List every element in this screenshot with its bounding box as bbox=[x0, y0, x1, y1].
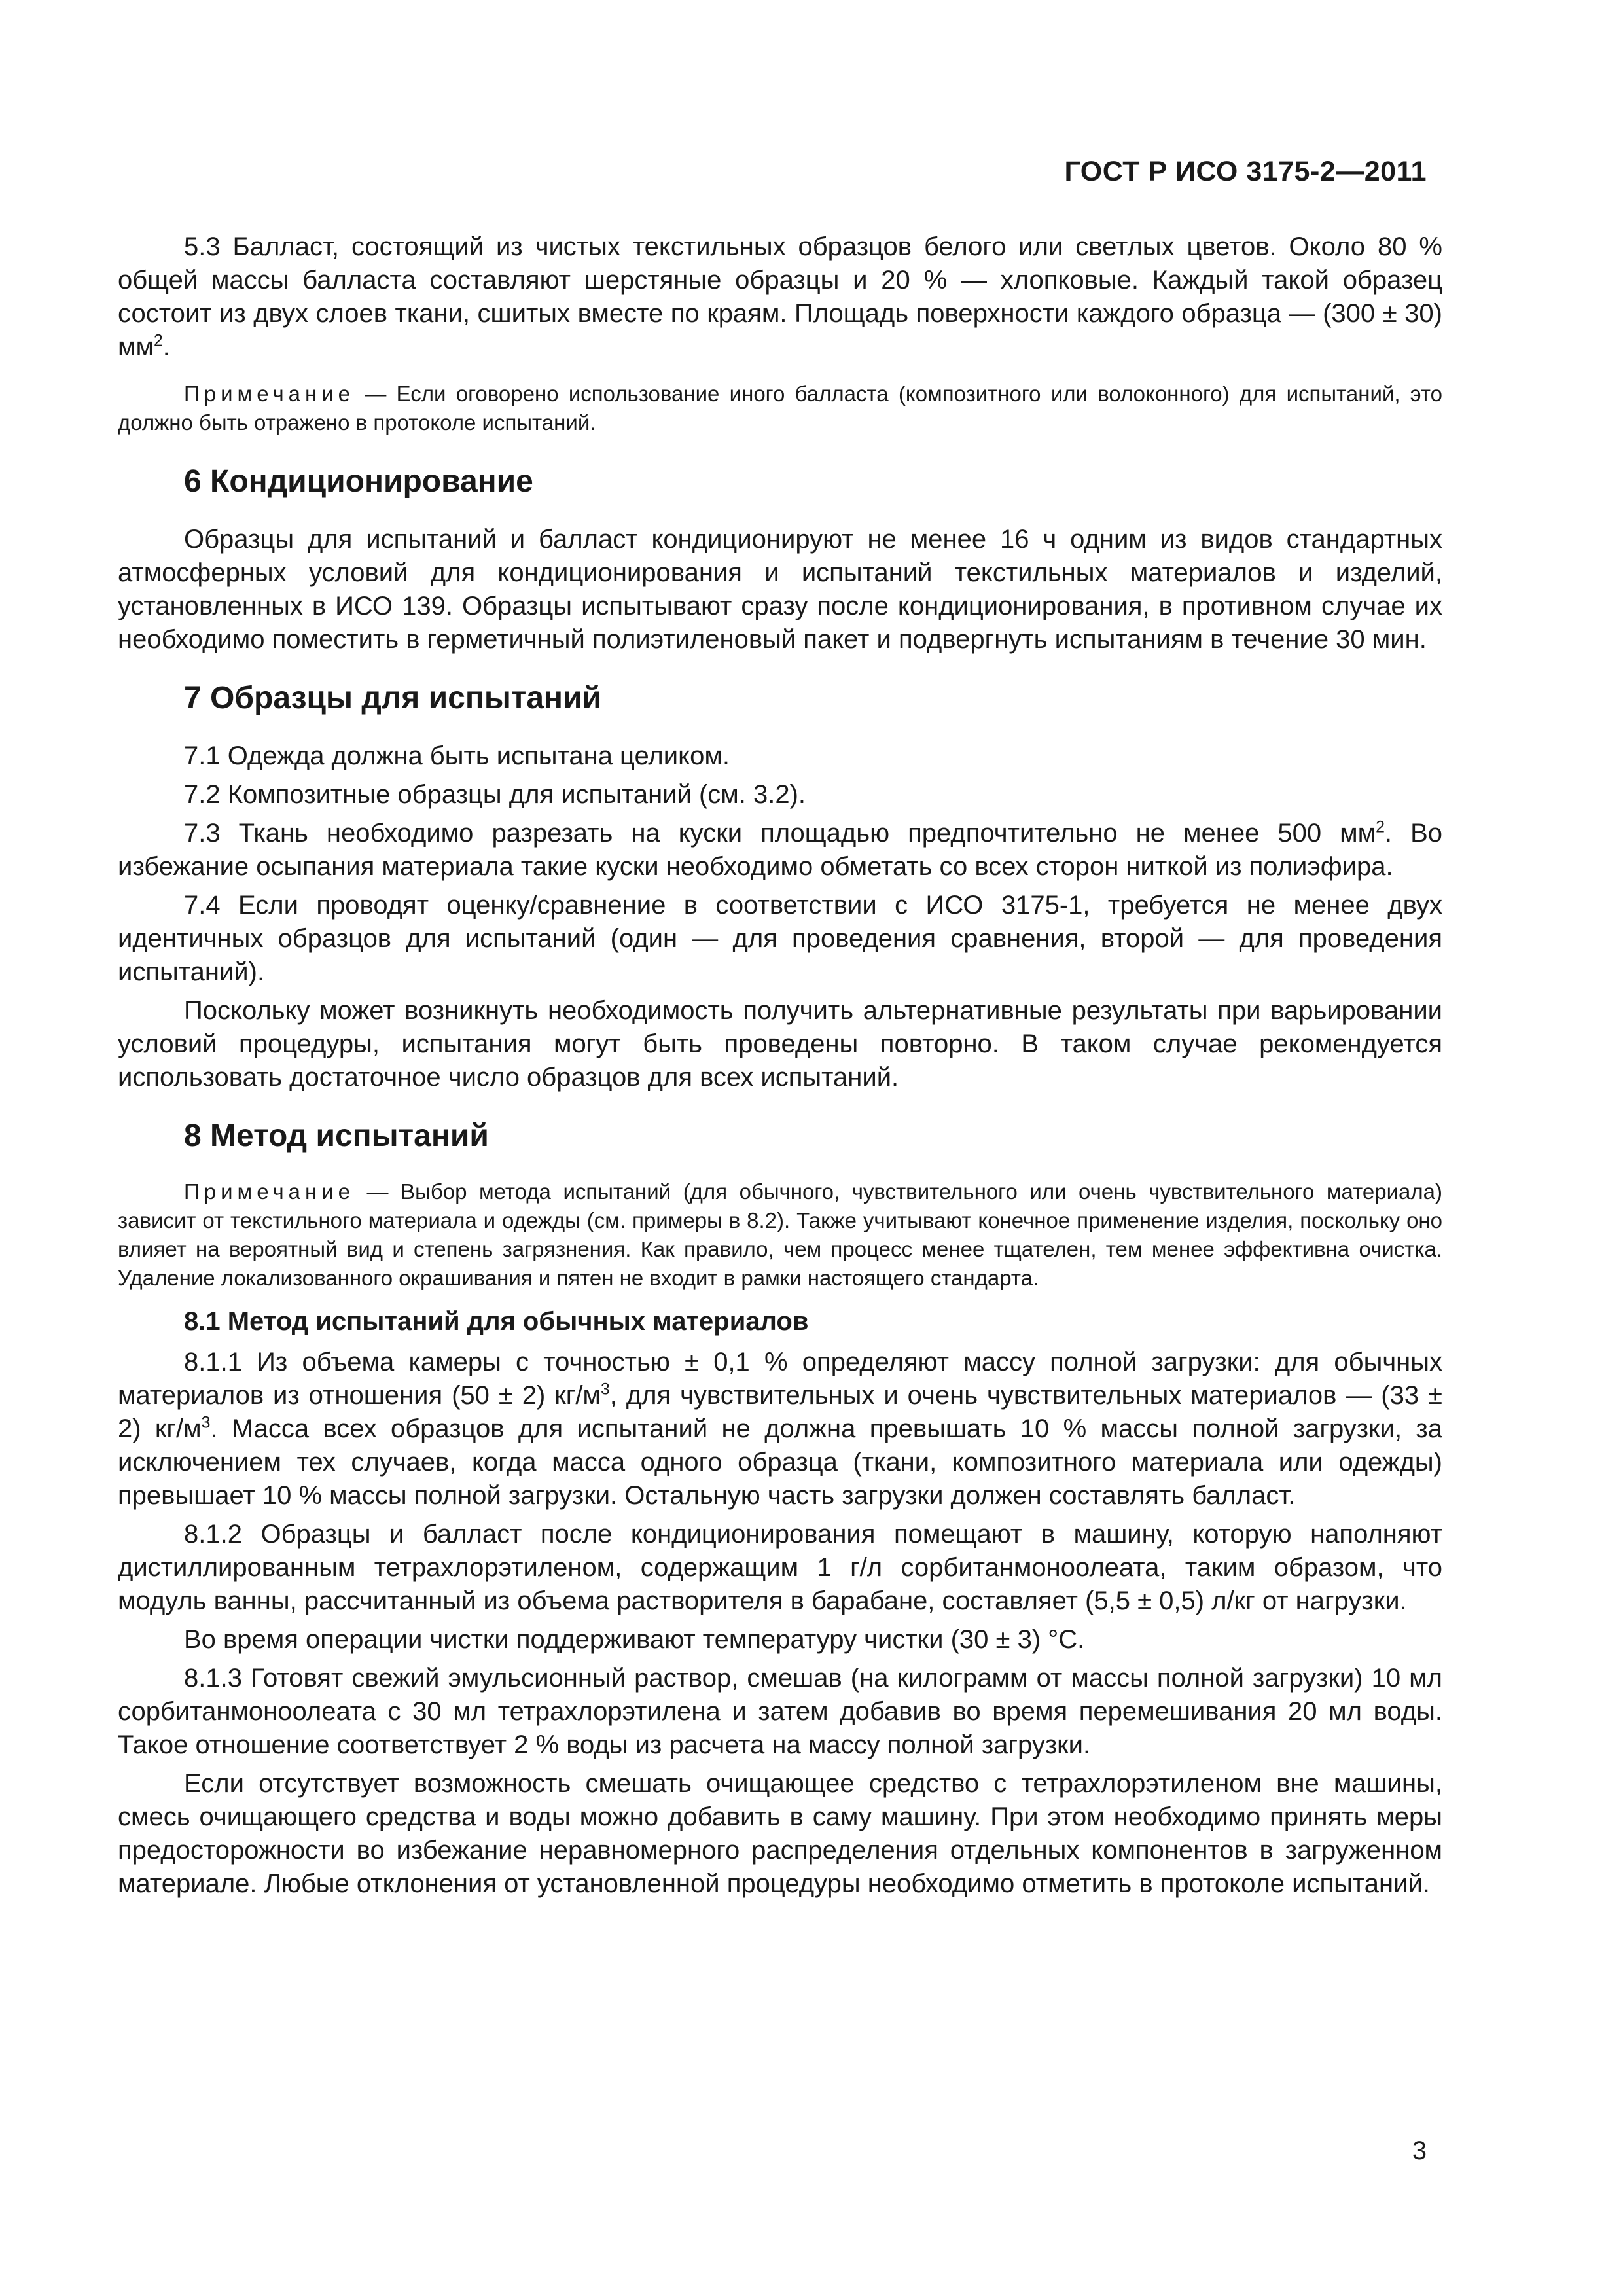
paragraph-text: 5.3 Балласт, состоящий из чистых текстильных образцов белого или светлых цветов. Около 80 % общей массы балласта составляют шерстяные образцы и 20 % — хлопковые. Каждый такой образец состоит из двух слоев ткани, сшитых вместе по краям. Площадь поверхности каждого образца — (300 ± 30) мм bbox=[118, 232, 1442, 361]
section-7-heading: 7 Образцы для испытаний bbox=[184, 681, 602, 715]
paragraph-text: . bbox=[162, 332, 170, 361]
document-code-header: ГОСТ Р ИСО 3175-2—2011 bbox=[1064, 156, 1427, 187]
paragraph-8-1-1 bbox=[118, 1346, 1442, 1513]
note-ballast bbox=[118, 380, 1442, 437]
paragraph-6: Образцы для испытаний и балласт кондиционируют не менее 16 ч одним из видов стандартных атмосферных условий для кондиционирования и испытаний текстильных материалов и изделий, установленных в ИСО 139. Образцы испытывают сразу после кондиционирования, в противном случае их необходимо поместить в герметичный полиэтиленовый пакет и подвергнуть испытаниям в течение 30 мин. bbox=[118, 525, 1442, 654]
superscript: 3 bbox=[600, 1380, 610, 1399]
note-text: — Выбор метода испытаний (для обычного, чувствительного или очень чувствительного материала) зависит от текстильного материала и одежды (см. примеры в 8.2). Также учитывают конечное применение изделия, поскольку оно влияет на вероятный вид и степень загрязнения. Как правило, чем процесс менее тщателен, тем менее эффективна очистка. Удаление локализованного окрашивания и пятен не входит в рамки настоящего стандарта. bbox=[118, 1179, 1442, 1290]
paragraph-8-1-2-temperature: Во время операции чистки поддерживают температуру чистки (30 ± 3) °C. bbox=[184, 1625, 1085, 1654]
note-label: Примечание bbox=[184, 1179, 355, 1204]
paragraph-8-1-2: 8.1.2 Образцы и балласт после кондиционирования помещают в машину, которую наполняют дистиллированным тетрахлорэтиленом, содержащим 1 г/л сорбитанмоноолеата, таким образом, что модуль ванны, рассчитанный из объема растворителя в барабане, составляет (5,5 ± 0,5) л/кг от нагрузки. bbox=[118, 1520, 1442, 1615]
note-text: — Если оговорено использование иного балласта (композитного или волоконного) для испытаний, это должно быть отражено в протоколе испытаний. bbox=[118, 382, 1442, 435]
paragraph-5-3 bbox=[118, 230, 1442, 364]
superscript: 2 bbox=[1376, 818, 1385, 836]
paragraph-text: . Масса всех образцов для испытаний не должна превышать 10 % массы полной загрузки, за исключением тех случаев, когда масса одного образца (ткани, композитного материала или одежды) превышает 10 % массы полной загрузки. Остальную часть загрузки должен составлять балласт. bbox=[118, 1414, 1442, 1510]
paragraph-7-5: Поскольку может возникнуть необходимость получить альтернативные результаты при варьировании условий процедуры, испытания могут быть проведены повторно. В таком случае рекомендуется использовать достаточное число образцов для всех испытаний. bbox=[118, 996, 1442, 1092]
paragraph-7-2: 7.2 Композитные образцы для испытаний (см. 3.2). bbox=[184, 780, 806, 809]
section-6-heading: 6 Кондиционирование bbox=[184, 464, 533, 499]
paragraph-7-4: 7.4 Если проводят оценку/сравнение в соответствии с ИСО 3175-1, требуется не менее двух идентичных образцов для испытаний (один — для проведения сравнения, второй — для проведения испытаний). bbox=[118, 891, 1442, 986]
page-content bbox=[118, 230, 1442, 1906]
paragraph-8-1-3-continued: Если отсутствует возможность смешать очищающее средство с тетрахлорэтиленом вне машины, смесь очищающего средства и воды можно добавить в саму машину. При этом необходимо принять меры предосторожности во избежание неравномерного распределения отдельных компонентов в загруженном материале. Любые отклонения от установленной процедуры необходимо отметить в протоколе испытаний. bbox=[118, 1769, 1442, 1898]
section-8-1-heading: 8.1 Метод испытаний для обычных материалов bbox=[184, 1307, 809, 1336]
note-label: Примечание bbox=[184, 382, 355, 406]
section-8-heading: 8 Метод испытаний bbox=[184, 1119, 489, 1153]
note-method bbox=[118, 1177, 1442, 1293]
superscript: 3 bbox=[201, 1414, 211, 1432]
paragraph-7-3 bbox=[118, 817, 1442, 884]
page-number: 3 bbox=[1412, 2136, 1427, 2165]
superscript: 2 bbox=[154, 332, 163, 350]
paragraph-7-1: 7.1 Одежда должна быть испытана целиком. bbox=[184, 742, 730, 770]
paragraph-text: 7.3 Ткань необходимо разрезать на куски площадью предпочтительно не менее 500 мм bbox=[184, 819, 1376, 848]
paragraph-text: , для чувствительных и очень чувствительных материалов — (33 ± 2) кг/м bbox=[118, 1381, 1442, 1443]
paragraph-text: . Во избежание осыпания материала такие куски необходимо обметать со всех сторон ниткой из полиэфира. bbox=[118, 819, 1442, 881]
paragraph-8-1-3: 8.1.3 Готовят свежий эмульсионный раствор, смешав (на килограмм от массы полной загрузки) 10 мл сорбитанмоноолеата с 30 мл тетрахлорэтилена и затем добавив во время перемешивания 20 мл воды. Такое отношение соответствует 2 % воды из расчета на массу полной загрузки. bbox=[118, 1664, 1442, 1759]
paragraph-text: 8.1.1 Из объема камеры с точностью ± 0,1 % определяют массу полной загрузки: для обычных материалов из отношения (50 ± 2) кг/м bbox=[118, 1348, 1442, 1410]
